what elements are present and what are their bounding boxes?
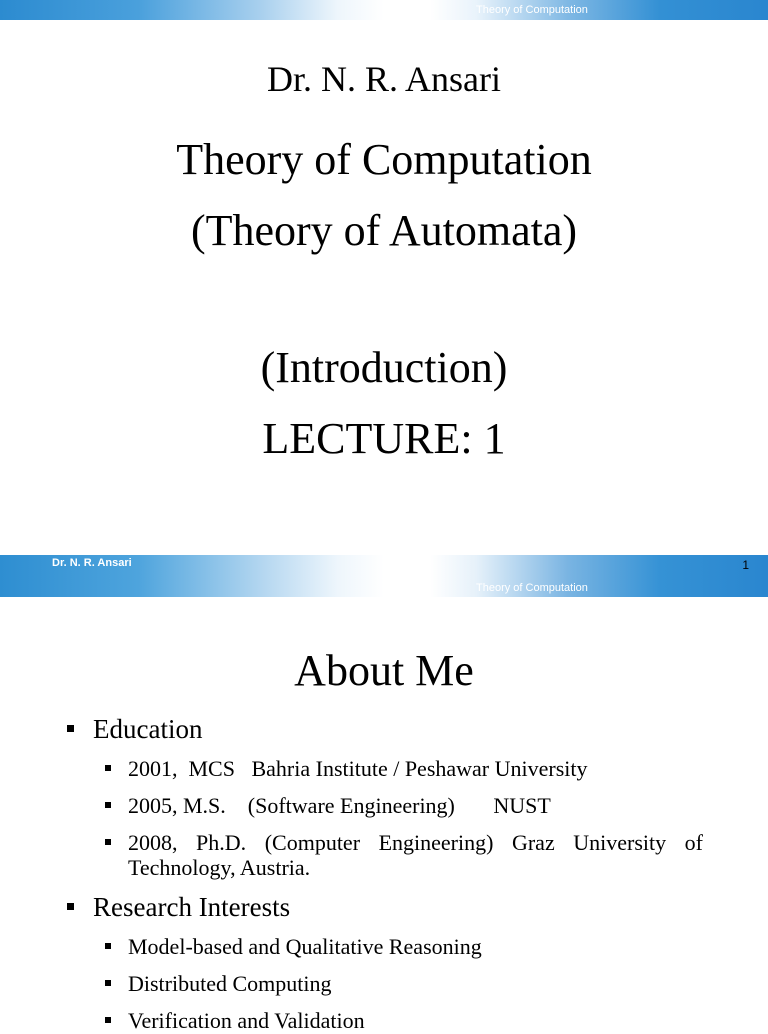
slide2-heading: About Me — [294, 646, 474, 695]
header-bar — [0, 0, 768, 20]
square-bullet-icon — [105, 1017, 111, 1023]
square-bullet-icon — [105, 943, 111, 949]
square-bullet-icon — [105, 839, 111, 845]
square-bullet-icon — [67, 725, 74, 732]
header-course-title: Theory of Computation — [476, 4, 588, 16]
slide1-author: Dr. N. R. Ansari — [267, 59, 501, 99]
list-item-text: Verification and Validation — [128, 1008, 365, 1033]
list-item-text: 2005, M.S. (Software Engineering) NUST — [128, 793, 551, 818]
page-number: 1 — [742, 558, 749, 572]
footer-course-title: Theory of Computation — [476, 582, 588, 594]
bullet-label: Research Interests — [93, 892, 291, 922]
list-item-text: Model-based and Qualitative Reasoning — [128, 934, 482, 959]
square-bullet-icon — [105, 765, 111, 771]
footer-author: Dr. N. R. Ansari — [52, 557, 132, 569]
list-item-text: 2008, Ph.D. (Computer Engineering) Graz University of Technology, Austria. — [128, 830, 703, 880]
list-item-text: Distributed Computing — [128, 971, 332, 996]
slide1-intro: (Introduction) — [260, 343, 508, 392]
slide1-title: Theory of Computation — [176, 135, 592, 184]
slide1-lecture: LECTURE: 1 — [262, 414, 506, 463]
square-bullet-icon — [105, 802, 111, 808]
bullet-label: Education — [93, 714, 203, 744]
slide1-subtitle: (Theory of Automata) — [190, 206, 578, 255]
square-bullet-icon — [105, 980, 111, 986]
square-bullet-icon — [67, 903, 74, 910]
footer-bar — [0, 555, 768, 597]
list-item-text: 2001, MCS Bahria Institute / Peshawar University — [128, 756, 588, 781]
